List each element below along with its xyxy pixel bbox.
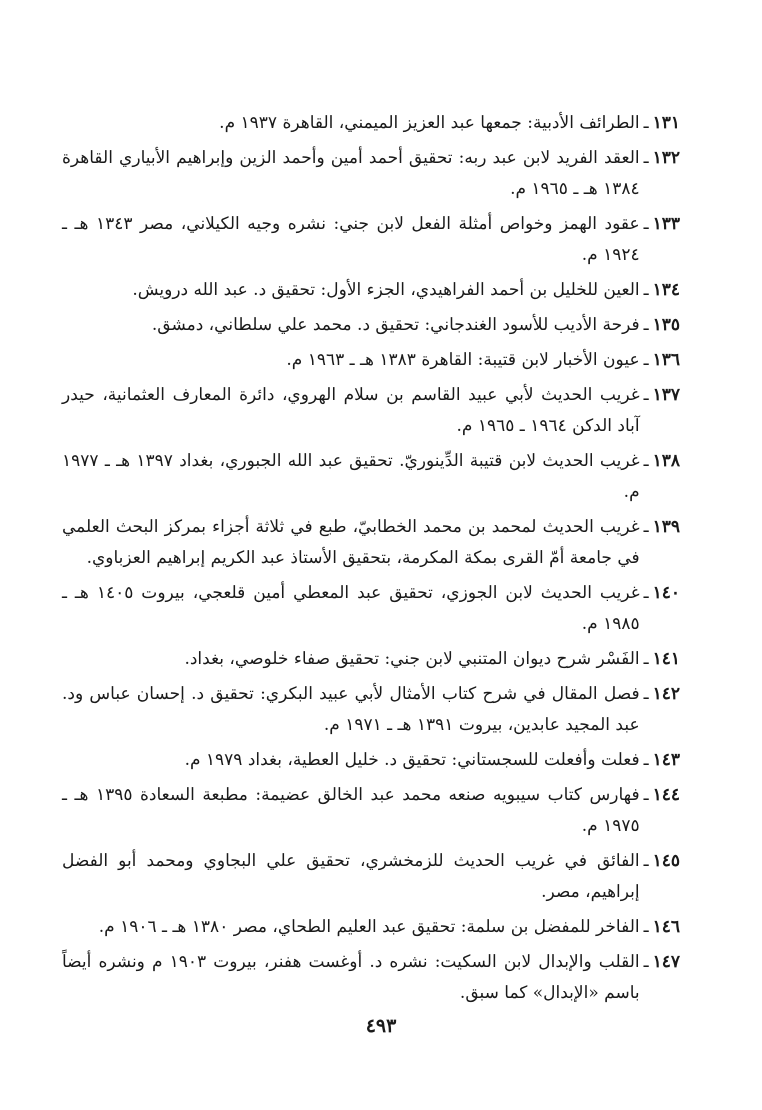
entry-text: غريب الحديث لابن الجوزي، تحقيق عبد المعطي أمين قلعجي، بيروت ١٤٠٥ هـ ـ ١٩٨٥ م.	[62, 583, 640, 634]
bibliography-entry-132	[62, 143, 680, 205]
bibliography-entry-139	[62, 512, 680, 574]
entry-text: القلب والإبدال لابن السكيت: نشره د. أوغست هفنر، بيروت ١٩٠٣ م ونشره أيضاً باسم «الإبدال» كما سبق.	[62, 952, 640, 1003]
entry-number: ١٣٨	[652, 451, 680, 471]
entry-number: ١٤١	[652, 649, 680, 669]
entry-text: العين للخليل بن أحمد الفراهيدي، الجزء الأول: تحقيق د. عبد الله درويش.	[132, 280, 640, 300]
entry-number: ١٤٢	[652, 684, 680, 704]
entry-separator: ـ	[643, 952, 649, 972]
entry-separator: ـ	[643, 113, 649, 133]
entry-text: غريب الحديث لأبي عبيد القاسم بن سلام الهروي، دائرة المعارف العثمانية، حيدر آباد الدكن ١٩٦٤ ـ ١٩٦٥ م.	[62, 385, 640, 436]
entry-text: العقد الفريد لابن عبد ربه: تحقيق أحمد أمين وأحمد الزين وإبراهيم الأبياري القاهرة ١٣٨٤ هـ ـ ١٩٦٥ م.	[62, 148, 640, 199]
bibliography-entry-144	[62, 780, 680, 842]
entry-number: ١٣٣	[652, 214, 680, 234]
entry-number: ١٣١	[652, 113, 680, 133]
bibliography-entry-143	[62, 745, 680, 776]
entry-number: ١٣٦	[652, 350, 680, 370]
bibliography-entry-136	[62, 345, 680, 376]
entry-text: فصل المقال في شرح كتاب الأمثال لأبي عبيد البكري: تحقيق د. إحسان عباس ود. عبد المجيد عابدين، بيروت ١٣٩١ هـ ـ ١٩٧١ م.	[62, 684, 640, 735]
entry-number: ١٣٥	[652, 315, 680, 335]
entry-text: الفاخر للمفضل بن سلمة: تحقيق عبد العليم الطحاي، مصر ١٣٨٠ هـ ـ ١٩٠٦ م.	[98, 917, 640, 937]
bibliography-entry-145	[62, 846, 680, 908]
entry-number: ١٤٠	[652, 583, 680, 603]
entry-number: ١٤٧	[652, 952, 680, 972]
entry-separator: ـ	[643, 684, 649, 704]
entry-separator: ـ	[643, 851, 649, 871]
bibliography-entry-137	[62, 380, 680, 442]
entry-text: فعلت وأفعلت للسجستاني: تحقيق د. خليل العطية، بغداد ١٩٧٩ م.	[184, 750, 640, 770]
entry-separator: ـ	[643, 280, 649, 300]
bibliography-entry-140	[62, 578, 680, 640]
entry-text: عيون الأخبار لابن قتيبة: القاهرة ١٣٨٣ هـ ـ ١٩٦٣ م.	[286, 350, 640, 370]
entry-separator: ـ	[643, 649, 649, 669]
entry-text: فهارس كتاب سيبويه صنعه محمد عبد الخالق عضيمة: مطبعة السعادة ١٣٩٥ هـ ـ ١٩٧٥ م.	[62, 785, 640, 836]
entry-text: الطرائف الأدبية: جمعها عبد العزيز الميمني، القاهرة ١٩٣٧ م.	[219, 113, 640, 133]
bibliography-entry-131	[62, 108, 680, 139]
bibliography-entry-142	[62, 679, 680, 741]
bibliography-entry-141	[62, 644, 680, 675]
entry-separator: ـ	[643, 583, 649, 603]
page-number: ٤٩٣	[365, 1015, 397, 1037]
entry-separator: ـ	[643, 451, 649, 471]
entry-separator: ـ	[643, 385, 649, 405]
entry-separator: ـ	[643, 785, 649, 805]
entry-separator: ـ	[643, 917, 649, 937]
bibliography-entry-147	[62, 947, 680, 1009]
bibliography-entry-135	[62, 310, 680, 341]
entry-number: ١٣٧	[652, 385, 680, 405]
entry-number: ١٤٥	[652, 851, 680, 871]
entry-number: ١٣٩	[652, 517, 680, 537]
entry-text: الفائق في غريب الحديث للزمخشري، تحقيق علي البجاوي ومحمد أبو الفضل إبراهيم، مصر.	[62, 851, 640, 902]
entry-number: ١٣٢	[652, 148, 680, 168]
bibliography-entry-134	[62, 275, 680, 306]
entry-number: ١٣٤	[652, 280, 680, 300]
entry-text: فرحة الأديب للأسود الغندجاني: تحقيق د. محمد علي سلطاني، دمشق.	[151, 315, 640, 335]
entry-number: ١٤٤	[652, 785, 680, 805]
entry-separator: ـ	[643, 350, 649, 370]
entry-number: ١٤٣	[652, 750, 680, 770]
entry-text: عقود الهمز وخواص أمثلة الفعل لابن جني: نشره وجيه الكيلاني، مصر ١٣٤٣ هـ ـ ١٩٢٤ م.	[62, 214, 640, 265]
entry-text: الفَسْر شرح ديوان المتنبي لابن جني: تحقيق صفاء خلوصي، بغداد.	[184, 649, 640, 669]
entry-separator: ـ	[643, 214, 649, 234]
bibliography-list	[62, 108, 680, 1013]
bibliography-entry-138	[62, 446, 680, 508]
entry-number: ١٤٦	[652, 917, 680, 937]
entry-separator: ـ	[643, 517, 649, 537]
entry-text: غريب الحديث لمحمد بن محمد الخطابيّ، طبع في ثلاثة أجزاء بمركز البحث العلمي في جامعة أمّ القرى بمكة المكرمة، بتحقيق الأستاذ عبد الكريم إبراهيم العزباوي.	[62, 517, 640, 568]
entry-text: غريب الحديث لابن قتيبة الدِّينوريّ. تحقيق عبد الله الجبوري، بغداد ١٣٩٧ هـ ـ ١٩٧٧ م.	[62, 451, 640, 502]
entry-separator: ـ	[643, 750, 649, 770]
bibliography-entry-133	[62, 209, 680, 271]
bibliography-entry-146	[62, 912, 680, 943]
entry-separator: ـ	[643, 315, 649, 335]
entry-separator: ـ	[643, 148, 649, 168]
